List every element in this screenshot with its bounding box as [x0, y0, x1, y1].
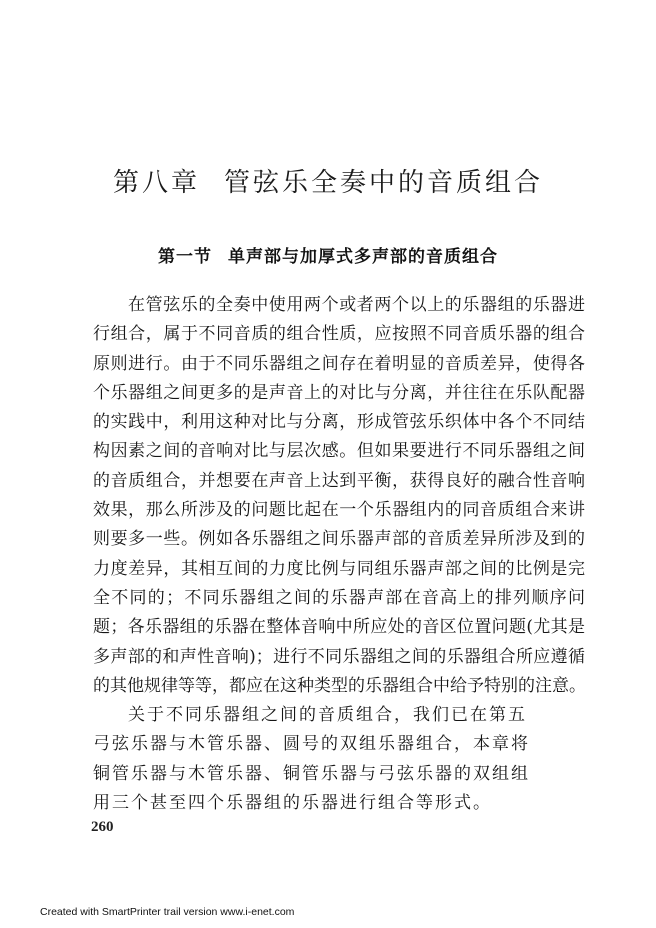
body-text — [93, 291, 585, 818]
text-line: 多声部的和声性音响)；进行不同乐器组之间的乐器组合所应遵循 — [93, 646, 585, 667]
text-line: 铜管乐器与木管乐器、铜管乐器与弓弦乐器的双组组 — [93, 763, 530, 784]
text-line: 在管弦乐的全奏中使用两个或者两个以上的乐器组的乐器进 — [128, 295, 585, 315]
text-line: 构因素之间的音响对比与层次感。但如果要进行不同乐器组之间 — [93, 441, 585, 462]
paragraph-2 — [93, 701, 585, 818]
text-line: 原则进行。由于不同乐器组之间存在着明显的音质差异，使得各 — [93, 353, 585, 374]
text-line: 的其他规律等等，都应在这种类型的乐器组合中给予特别的注意。 — [93, 675, 586, 696]
section-number: 第一节 — [158, 247, 212, 267]
text-line: 全不同的；不同乐器组之间的乐器声部在音高上的排列顺序问 — [93, 587, 585, 608]
text-line: 行组合，属于不同音质的组合性质，应按照不同音质乐器的组合 — [93, 324, 585, 345]
text-line: 题；各乐器组的乐器在整体音响中所应处的音区位置问题(尤其是 — [93, 617, 585, 638]
text-line: 用三个甚至四个乐器组的乐器进行组合等形式。 — [93, 793, 492, 814]
chapter-title: 管弦乐全奏中的音质组合 — [224, 168, 544, 198]
text-line: 的音质组合，并想要在声音上达到平衡，获得良好的融合性音响 — [93, 470, 585, 491]
text-line: 力度差异，其相互间的力度比例与同组乐器声部之间的比例是完 — [93, 558, 585, 579]
text-line: 个乐器组之间更多的是声音上的对比与分离，并往往在乐队配器 — [93, 382, 585, 403]
text-line: 效果，那么所涉及的问题比起在一个乐器组内的同音质组合来讲 — [93, 500, 585, 521]
text-line: 关于不同乐器组之间的音质组合，我们已在第五 — [128, 705, 527, 726]
text-line: 则要多一些。例如各乐器组之间乐器声部的音质差异所涉及到的 — [93, 529, 585, 550]
chapter-heading — [0, 162, 656, 199]
text-line: 弓弦乐器与木管乐器、圆号的双组乐器组合，本章将 — [93, 734, 530, 755]
paragraph-1 — [93, 291, 585, 701]
chapter-number: 第八章 — [112, 168, 200, 198]
text-line: 的实践中，利用这种对比与分离，形成管弦乐织体中各个不同结 — [93, 412, 585, 433]
section-title: 单声部与加厚式多声部的音质组合 — [228, 247, 498, 267]
section-heading — [0, 242, 656, 267]
page-number: 260 — [91, 819, 114, 835]
footer-watermark: Created with SmartPrinter trail version www.i-enet.com — [40, 906, 295, 918]
